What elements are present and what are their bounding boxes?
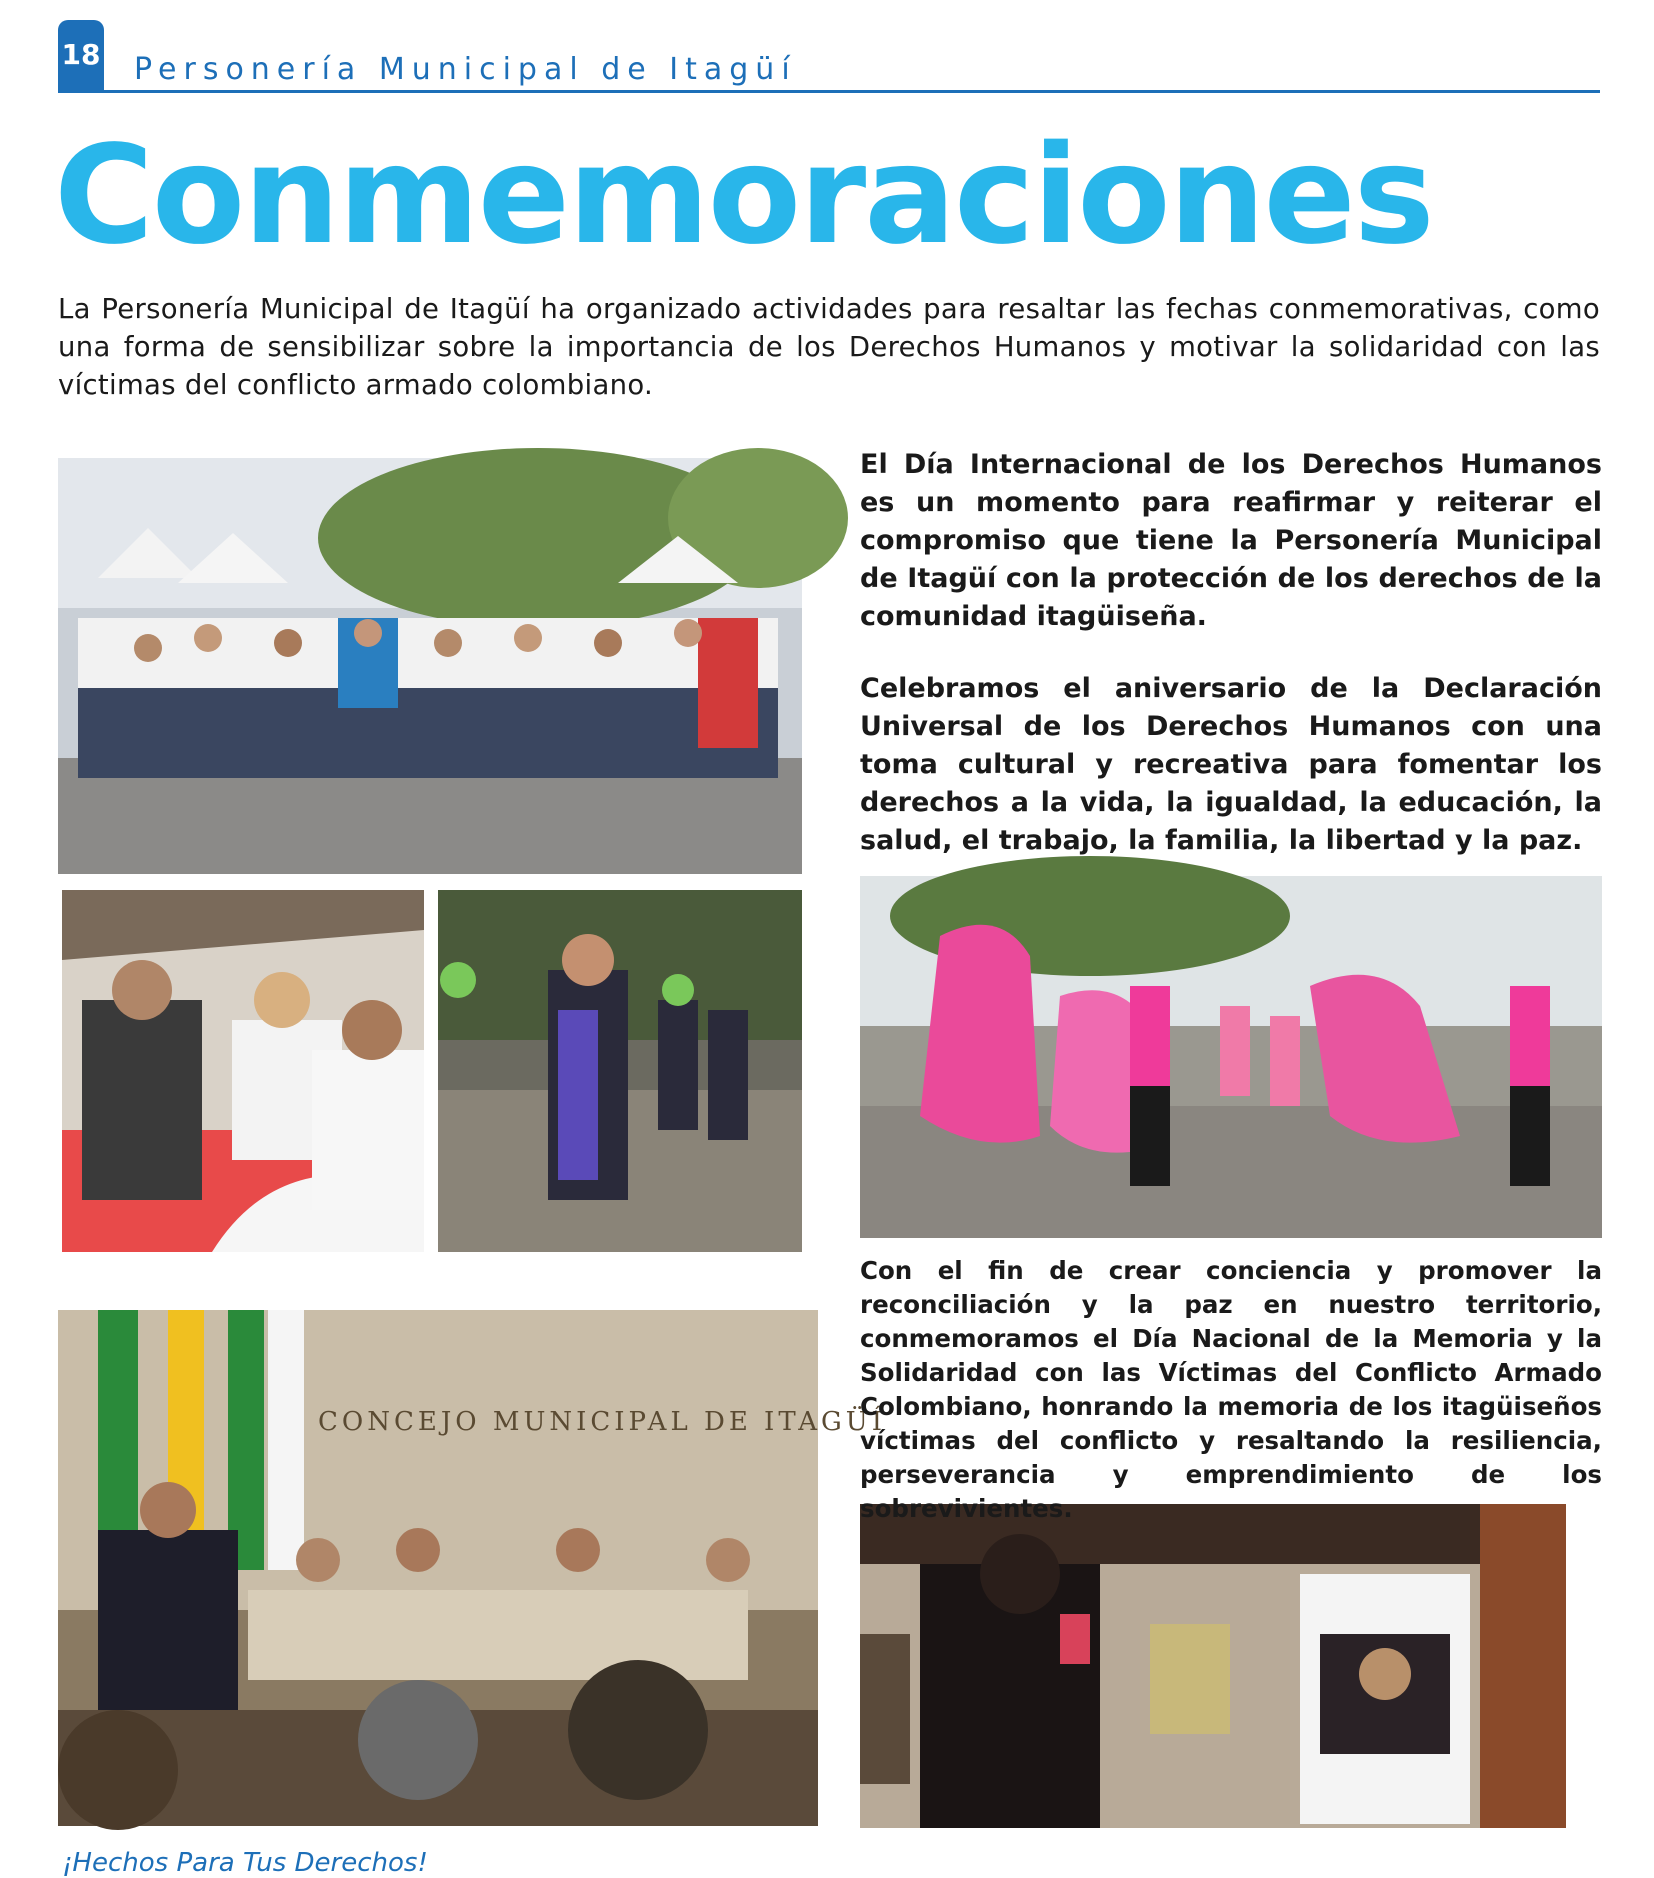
- declaration-paragraph: Celebramos el aniversario de la Declaración Universal de los Derechos Humanos con una toma cultural y recreativa para fomentar los derechos a la vida, la igualdad, la educación, la salud, el trabajo, la familia, la libertad y la paz.: [860, 673, 1602, 856]
- header-divider: [58, 90, 1600, 93]
- group-photo: [58, 458, 802, 874]
- bracelet-photo: [62, 890, 424, 1252]
- footer-slogan: ¡Hechos Para Tus Derechos!: [62, 1848, 428, 1878]
- memory-day-paragraph: Con el fin de crear conciencia y promover la reconciliación y la paz en nuestro territorio, conmemoramos el Día Nacional de la Memoria y la Solidaridad con las Víctimas del Conflicto Armado Colombiano, honrando la memoria de los itagüiseños víctimas del conflicto y resaltando la resiliencia, perseverancia y emprendimiento de los sobrevivientes.: [860, 1256, 1602, 1523]
- marching-band-photo: [438, 890, 802, 1252]
- human-rights-day-paragraph: El Día Internacional de los Derechos Humanos es un momento para reafirmar y reiterar el compromiso que tiene la Personería Municipal de Itagüí con la protección de los derechos de la comunidad itagüiseña.: [860, 449, 1602, 632]
- dancers-photo: [860, 876, 1602, 1238]
- council-photo: [58, 1310, 886, 1826]
- memory-exhibit-photo: [860, 1504, 1566, 1828]
- intro-paragraph: La Personería Municipal de Itagüí ha organizado actividades para resaltar las fechas conmemorativas, como una forma de sensibilizar sobre la importancia de los Derechos Humanos y motivar la solidaridad con las víctimas del conflicto armado colombiano.: [58, 293, 1600, 401]
- publication-title: Personería Municipal de Itagüí: [134, 52, 797, 87]
- page-number: 18: [61, 38, 101, 71]
- council-sign: CONCEJO MUNICIPAL DE ITAGÜÍ: [318, 1407, 886, 1437]
- page-number-badge: [58, 20, 104, 92]
- page-title: Conmemoraciones: [54, 117, 1433, 275]
